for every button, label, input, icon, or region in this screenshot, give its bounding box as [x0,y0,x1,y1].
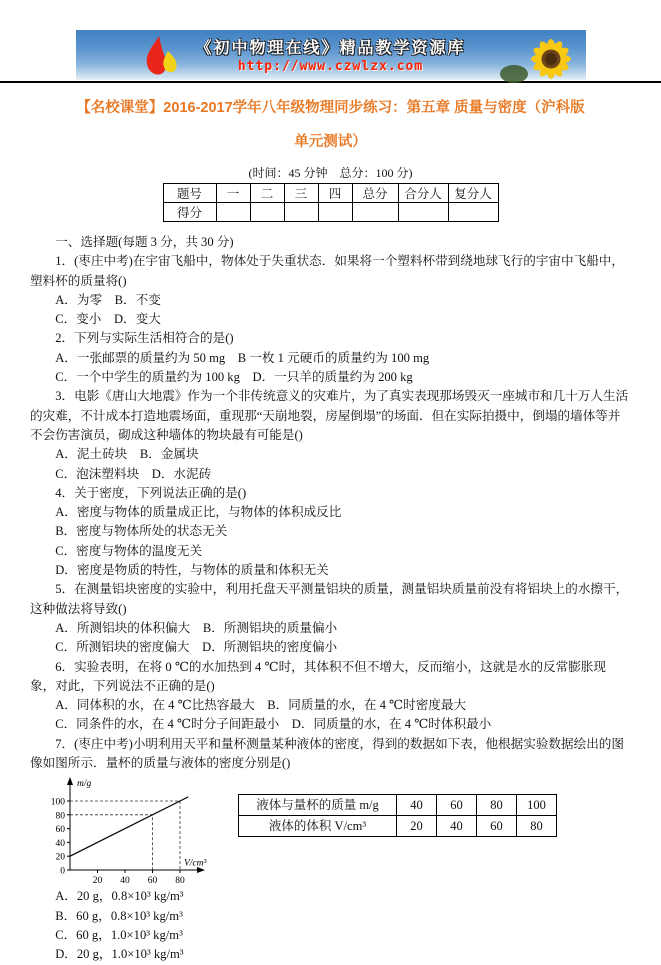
question-7-option: B．60 g，0.8×10³ kg/m³ [55,908,183,923]
svg-text:20: 20 [55,853,65,864]
svg-text:m/g: m/g [77,779,92,790]
question-2-option: C．一个中学生的质量约为 100 kg D．一只羊的质量约为 200 kg [55,370,413,385]
question-4-option: C．密度与物体的温度无关 [55,543,203,558]
site-url-link[interactable]: http://www.czwlzx.com [237,59,424,74]
question-5-stem: 5．在测量铝块密度的实验中，利用托盘天平测量铝块的质量，测量铝块质量前没有将铝块上的水擦干，这种做法将导致() [30,582,629,616]
measurement-table [238,794,557,837]
svg-text:80: 80 [175,876,185,887]
sunflower-icon [504,32,582,84]
question-4-option: D．密度是物质的特性，与物体的质量和体积无关 [55,563,329,578]
measurement-row-label: 液体与量杯的质量 m/g [239,795,397,816]
question-1-option: A．为零 B．不变 [55,292,161,307]
density-graph [34,774,224,886]
question-1-stem: 1．(枣庄中考)在宇宙飞船中，物体处于失重状态．如果将一个塑料杯带到绕地球飞行的宇宙中飞船中，塑料杯的质量将() [30,254,624,288]
measurement-cell: 80 [517,816,557,837]
score-cell-empty [318,203,352,222]
score-header-cell: 合分人 [398,184,448,203]
question-6-option: A．同体积的水，在 4 ℃比热容最大 B．同质量的水，在 4 ℃时密度最大 [55,698,467,713]
score-table-header-row [163,184,498,203]
page-title [0,96,661,151]
score-cell-empty [398,203,448,222]
score-cell-empty [284,203,318,222]
svg-text:V/cm³: V/cm³ [184,858,207,869]
score-table-score-row [163,203,498,222]
score-header-cell: 四 [318,184,352,203]
svg-text:80: 80 [55,811,65,822]
question-7-stem: 7．(枣庄中考)小明利用天平和量杯测量某种液体的密度，得到的数据如下表，他根据实验数据绘出的图像如图所示．量杯的质量与液体的密度分别是() [30,736,624,771]
question-6-option: C．同条件的水，在 4 ℃时分子间距最小 D．同质量的水，在 4 ℃时体积最小 [55,717,492,732]
measurement-row [239,795,557,816]
svg-text:60: 60 [147,876,158,887]
question-2-option: A．一张邮票的质量约为 50 mg B 一枚 1 元硬币的质量约为 100 mg [55,350,430,365]
question-7-option: C．60 g，1.0×10³ kg/m³ [55,927,183,942]
measurement-row-label: 液体的体积 V/cm³ [239,816,397,837]
svg-text:20: 20 [92,876,103,887]
score-cell-empty [250,203,284,222]
score-header-cell: 二 [250,184,284,203]
question-5-option: A．所测铝块的体积偏大 B．所测铝块的质量偏小 [55,620,338,635]
page-title-line1: 【名校课堂】2016-2017学年八年级物理同步练习：第五章 质量与密度（沪科版 [76,100,585,116]
question-1-option: C．变小 D．变大 [55,312,161,327]
score-header-cell: 题号 [163,184,216,203]
measurement-cell: 80 [477,795,517,816]
question-3-stem: 3．电影《唐山大地震》作为一个非传统意义的灾难片，为了真实表现那场毁灭一座城市和几十万人生活的灾难，不计成本打造地震场面，重现那“天崩地裂，房屋倒塌”的场面．但在实际拍摄中，倒塌的墙体等并不会伤害演员，砌成这种墙体的物块最有可能是() [30,389,629,442]
site-title: 《初中物理在线》精品教学资源库 [195,40,466,57]
score-cell-empty [216,203,250,222]
question-4-option: B．密度与物体所处的状态无关 [55,524,228,539]
score-row-label: 得分 [163,203,216,222]
measurement-cell: 60 [437,795,477,816]
question-section [0,222,661,965]
svg-text:60: 60 [55,825,65,836]
measurement-row [239,816,557,837]
measurement-cell: 100 [517,795,557,816]
question-4-option: A．密度与物体的质量成正比，与物体的体积成反比 [55,505,342,520]
question-7-option: A．20 g，0.8×10³ kg/m³ [55,889,184,904]
score-cell-empty [448,203,498,222]
time-score-line: (时间：45 分钟 总分：100 分) [248,166,413,180]
svg-text:40: 40 [120,876,130,887]
score-cell-empty [352,203,398,222]
measurement-cell: 20 [397,816,437,837]
question-5-option: C．所测铝块的密度偏大 D．所测铝块的密度偏小 [55,640,338,655]
question-7-option: D．20 g，1.0×10³ kg/m³ [55,947,184,962]
page-title-line2: 单元测试） [294,134,367,150]
score-header-cell: 复分人 [448,184,498,203]
score-header-cell: 三 [284,184,318,203]
score-table [163,183,499,222]
measurement-cell: 40 [397,795,437,816]
site-banner [76,30,586,80]
svg-text:40: 40 [55,839,65,850]
question-6-stem: 6．实验表明，在将 0 ℃的水加热到 4 ℃时，其体积不但不增大，反而缩小，这就是水的反常膨胀现象，对此，下列说法不正确的是() [30,659,607,693]
score-header-cell: 总分 [352,184,398,203]
section-heading: 一、选择题(每题 3 分，共 30 分) [55,235,234,249]
question-2-stem: 2．下列与实际生活相符合的是() [55,331,234,346]
measurement-cell: 60 [477,816,517,837]
svg-text:0: 0 [60,866,65,877]
question-3-option: C．泡沫塑料块 D．水泥砖 [55,466,212,481]
measurement-cell: 40 [437,816,477,837]
svg-text:100: 100 [50,797,65,808]
score-header-cell: 一 [216,184,250,203]
question-4-stem: 4．关于密度，下列说法正确的是() [55,485,247,500]
question-3-option: A．泥土砖块 B．金属块 [55,447,199,462]
question-7-figure [34,774,631,886]
